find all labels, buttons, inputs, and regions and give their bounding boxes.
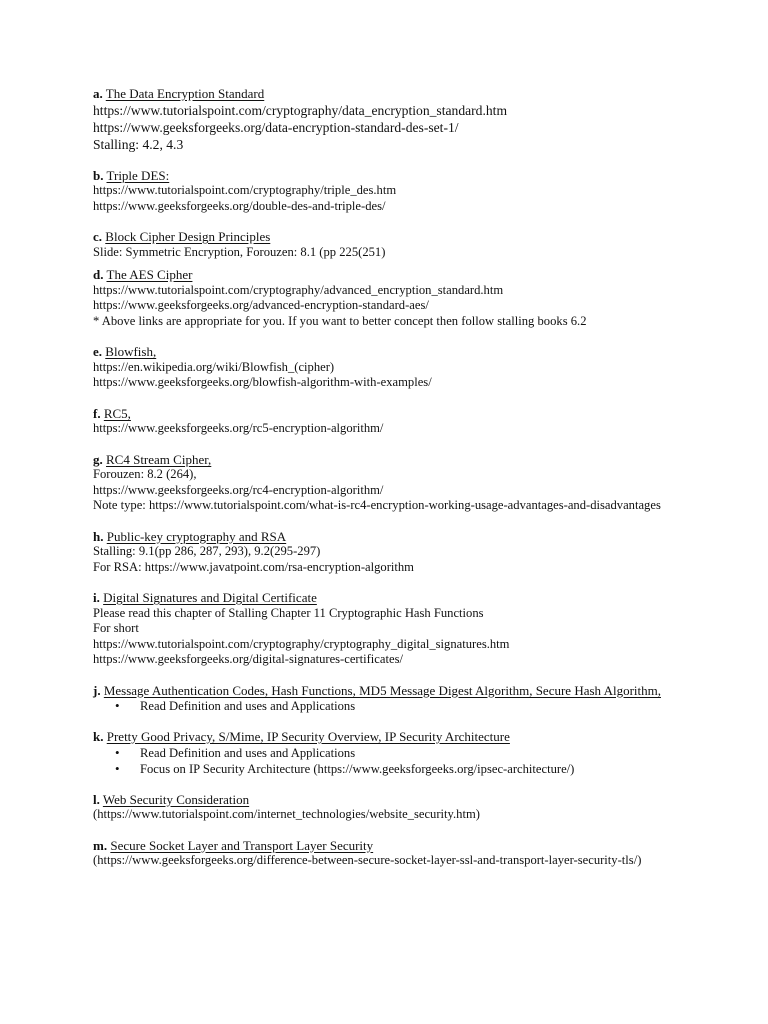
link-line[interactable]: https://www.geeksforgeeks.org/digital-signatures-certificates/	[93, 652, 403, 666]
link-line[interactable]: https://www.geeksforgeeks.org/double-des-and-triple-des/	[93, 198, 386, 213]
bullet-list	[93, 698, 693, 714]
section-heading	[93, 683, 693, 699]
note-line: * Above links are appropriate for you. If you want to better concept then follow stalling books 6.2	[93, 313, 587, 328]
spacer	[93, 329, 693, 344]
text-line: Forouzen: 8.2 (264),	[93, 467, 197, 481]
link-line[interactable]: https://www.geeksforgeeks.org/data-encryption-standard-des-set-1/	[93, 119, 459, 135]
link-line[interactable]: For RSA: https://www.javatpoint.com/rsa-encryption-algorithm	[93, 559, 414, 574]
spacer	[93, 214, 693, 229]
section-letter: h.	[93, 528, 104, 544]
section-letter: j.	[93, 682, 101, 698]
section-title[interactable]: RC4 Stream Cipher,	[106, 451, 212, 467]
text-line: Stalling: 4.2, 4.3	[93, 136, 184, 152]
section-heading	[93, 529, 693, 545]
section-heading	[93, 452, 693, 468]
spacer	[93, 714, 693, 729]
section-title[interactable]: Web Security Consideration	[102, 791, 250, 807]
spacer	[93, 777, 693, 792]
spacer	[93, 575, 693, 590]
text-line: For short	[93, 621, 139, 635]
section-d	[93, 267, 693, 329]
section-heading	[93, 729, 693, 745]
section-c	[93, 229, 693, 260]
section-title[interactable]: The AES Cipher	[106, 267, 193, 282]
section-h	[93, 529, 693, 576]
section-b	[93, 168, 693, 215]
text-line: Slide: Symmetric Encryption, Forouzen: 8.1 (pp 225(251)	[93, 244, 386, 259]
section-heading	[93, 344, 693, 360]
section-letter: b.	[93, 167, 104, 183]
section-heading	[93, 168, 693, 184]
section-title[interactable]: The Data Encryption Standard	[105, 86, 265, 101]
link-line[interactable]: (https://www.geeksforgeeks.org/difference-between-secure-socket-layer-ssl-and-transport-layer-security-tls/)	[93, 853, 642, 867]
note-line[interactable]: Note type: https://www.tutorialspoint.com/what-is-rc4-encryption-working-usage-advantages-and-disadvantages	[93, 498, 661, 512]
section-title[interactable]: Blowfish,	[105, 344, 157, 359]
link-line[interactable]: https://www.tutorialspoint.com/cryptography/advanced_encryption_standard.htm	[93, 282, 504, 297]
section-heading	[93, 229, 693, 245]
section-k	[93, 729, 693, 777]
spacer	[93, 668, 693, 683]
link-line[interactable]: https://www.tutorialspoint.com/cryptography/cryptography_digital_signatures.htm	[93, 636, 510, 651]
spacer	[93, 260, 693, 267]
section-letter: l.	[93, 791, 100, 807]
section-heading	[93, 590, 693, 606]
spacer	[93, 823, 693, 838]
section-a	[93, 86, 693, 153]
section-letter: c.	[93, 229, 103, 244]
bullet-item: • Read Definition and uses and Applications	[93, 698, 693, 714]
section-title[interactable]: Public-key cryptography and RSA	[106, 528, 287, 544]
section-title[interactable]: Pretty Good Privacy, S/Mime, IP Security Overview, IP Security Architecture	[106, 729, 510, 744]
bullet-item: • Read Definition and uses and Applications	[93, 745, 693, 761]
link-line[interactable]: https://www.tutorialspoint.com/cryptography/triple_des.htm	[93, 183, 397, 197]
section-heading	[93, 406, 693, 422]
section-title[interactable]: Message Authentication Codes, Hash Functions, MD5 Message Digest Algorithm, Secure Hash Algorithm,	[103, 682, 661, 698]
section-f	[93, 406, 693, 437]
link-line[interactable]: https://www.geeksforgeeks.org/advanced-encryption-standard-aes/	[93, 298, 429, 312]
section-e	[93, 344, 693, 391]
text-line: Stalling: 9.1(pp 286, 287, 293), 9.2(295-297)	[93, 544, 321, 558]
section-i	[93, 590, 693, 668]
section-letter: m.	[93, 837, 108, 853]
text-line: Please read this chapter of Stalling Chapter 11 Cryptographic Hash Functions	[93, 605, 484, 620]
section-letter: f.	[93, 405, 101, 421]
link-line[interactable]: https://www.tutorialspoint.com/cryptography/data_encryption_standard.htm	[93, 102, 508, 118]
section-title[interactable]: Block Cipher Design Principles	[105, 229, 271, 244]
section-heading	[93, 267, 693, 283]
link-line[interactable]: https://www.geeksforgeeks.org/rc5-encryption-algorithm/	[93, 421, 384, 435]
section-letter: d.	[93, 267, 104, 282]
section-heading	[93, 792, 693, 808]
section-title[interactable]: Digital Signatures and Digital Certificate	[103, 590, 317, 605]
section-l	[93, 792, 693, 823]
spacer	[93, 153, 693, 168]
section-heading	[93, 86, 693, 102]
spacer	[93, 437, 693, 452]
section-letter: e.	[93, 344, 103, 359]
bullet-item[interactable]: • Focus on IP Security Architecture (https://www.geeksforgeeks.org/ipsec-architecture/)	[93, 761, 693, 777]
link-line[interactable]: https://www.geeksforgeeks.org/blowfish-algorithm-with-examples/	[93, 375, 432, 389]
section-letter: k.	[93, 729, 104, 744]
link-line[interactable]: https://www.geeksforgeeks.org/rc4-encryption-algorithm/	[93, 482, 384, 497]
section-letter: a.	[93, 86, 103, 101]
section-j	[93, 683, 693, 715]
spacer	[93, 391, 693, 406]
section-letter: g.	[93, 451, 103, 467]
link-line[interactable]: https://en.wikipedia.org/wiki/Blowfish_(cipher)	[93, 359, 335, 374]
spacer	[93, 514, 693, 529]
section-m	[93, 838, 693, 869]
section-heading	[93, 838, 693, 854]
document-page	[93, 86, 693, 869]
bullet-list	[93, 745, 693, 777]
section-title[interactable]: RC5,	[103, 405, 131, 421]
section-title[interactable]: Secure Socket Layer and Transport Layer Security	[110, 837, 374, 853]
section-letter: i.	[93, 590, 100, 605]
section-title[interactable]: Triple DES:	[106, 167, 170, 183]
link-line[interactable]: (https://www.tutorialspoint.com/internet_technologies/website_security.htm)	[93, 807, 480, 821]
section-g	[93, 452, 693, 514]
